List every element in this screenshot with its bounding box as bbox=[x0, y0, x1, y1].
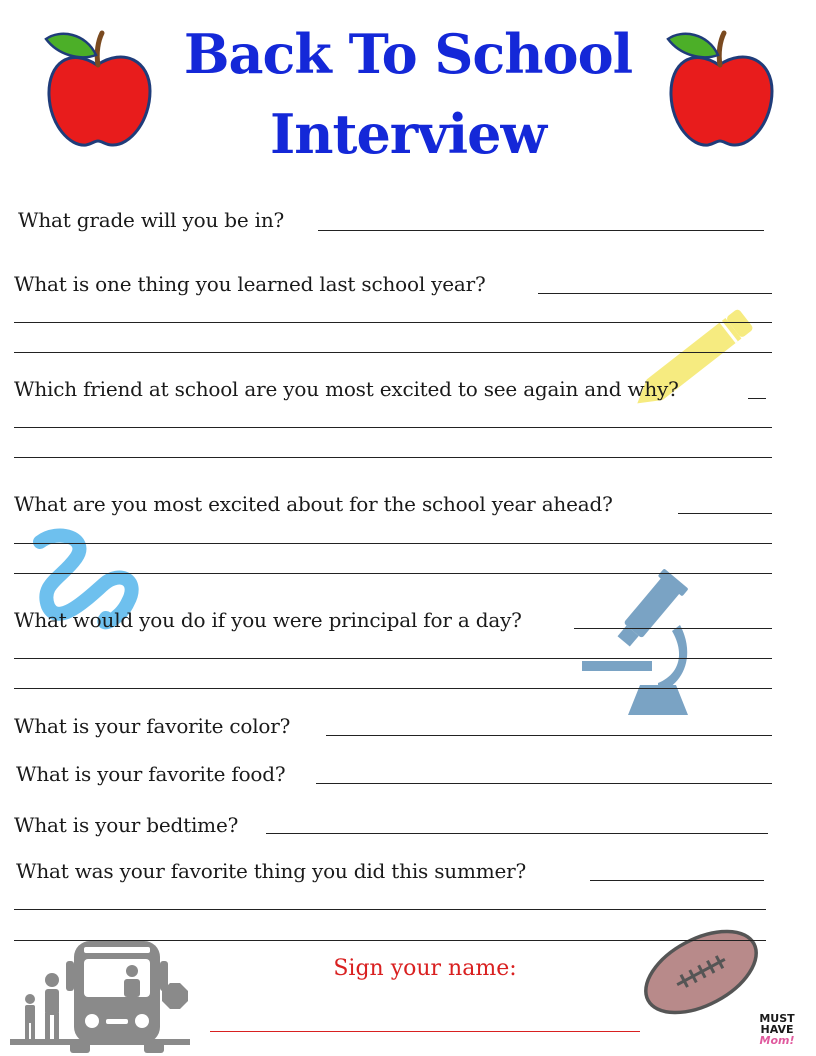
answer-line bbox=[590, 880, 764, 881]
answer-line bbox=[748, 398, 766, 399]
signature-label: Sign your name: bbox=[333, 956, 517, 981]
question-excited: What are you most excited about for the school year ahead? bbox=[14, 492, 613, 516]
answer-line bbox=[266, 833, 768, 834]
answer-line bbox=[14, 688, 772, 689]
logo-text-3: Mom! bbox=[759, 1034, 795, 1047]
answer-line bbox=[318, 230, 764, 231]
question-bedtime: What is your bedtime? bbox=[14, 813, 239, 837]
answer-line bbox=[14, 457, 772, 458]
answer-line bbox=[14, 909, 766, 910]
logo-text-2: HAVE bbox=[760, 1023, 794, 1036]
answer-line bbox=[574, 628, 772, 629]
answer-line bbox=[14, 427, 772, 428]
answer-line bbox=[14, 322, 772, 323]
bus-icon bbox=[10, 935, 190, 1056]
answer-line bbox=[678, 513, 772, 514]
answer-line bbox=[538, 293, 772, 294]
question-learned: What is one thing you learned last school year? bbox=[14, 272, 486, 296]
answer-line bbox=[14, 658, 772, 659]
answer-line bbox=[14, 543, 772, 544]
question-principal: What would you do if you were principal for a day? bbox=[14, 608, 522, 632]
brand-logo bbox=[752, 1013, 802, 1046]
question-friend: Which friend at school are you most excited to see again and why? bbox=[14, 377, 679, 401]
signature-line[interactable] bbox=[210, 1031, 640, 1032]
question-summer: What was your favorite thing you did this summer? bbox=[16, 859, 527, 883]
question-color: What is your favorite color? bbox=[14, 714, 291, 738]
title-line-1: Back To School bbox=[183, 22, 633, 86]
answer-line bbox=[316, 783, 772, 784]
answer-line bbox=[326, 735, 772, 736]
pencil-icon bbox=[625, 290, 765, 425]
question-food: What is your favorite food? bbox=[16, 762, 286, 786]
logo-text-1: MUST bbox=[759, 1012, 795, 1025]
microscope-icon bbox=[580, 565, 700, 720]
question-grade: What grade will you be in? bbox=[18, 208, 285, 232]
apple-icon-right bbox=[662, 25, 777, 150]
answer-line bbox=[14, 940, 766, 941]
answer-line bbox=[14, 573, 772, 574]
apple-icon-left bbox=[40, 25, 155, 150]
title-line-2: Interview bbox=[269, 102, 546, 166]
answer-line bbox=[14, 352, 772, 353]
